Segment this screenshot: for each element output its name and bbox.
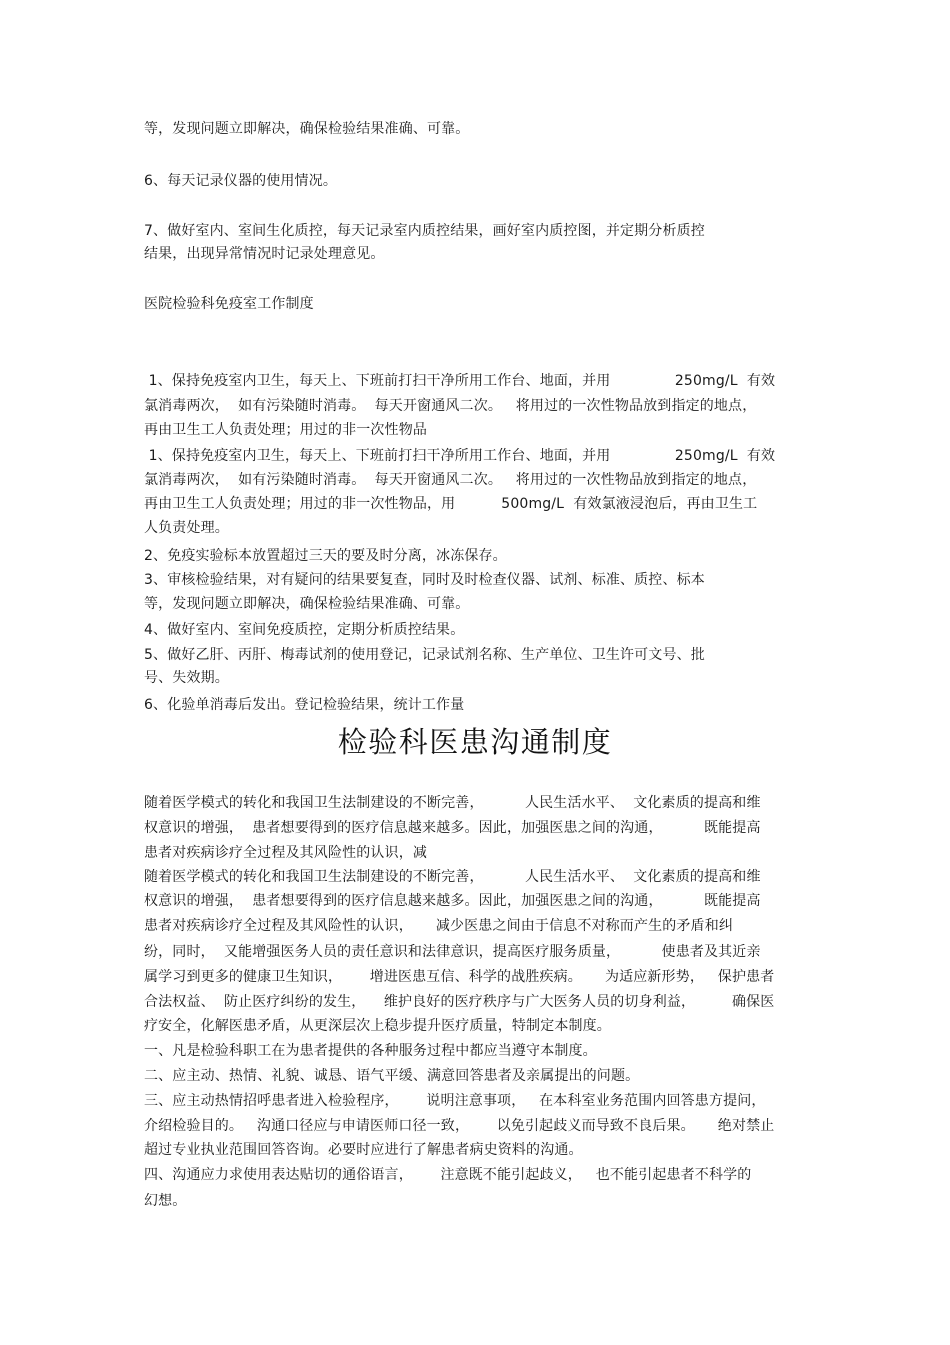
- text-line: 权意识的增强， 患者想要得到的医疗信息越来越多。因此，加强医患之间的沟通， 既能提高: [144, 820, 761, 836]
- text-line: 1、保持免疫室内卫生，每天上、下班前打扫干净所用工作台、地面，并用 250mg/L 有效: [144, 448, 776, 464]
- text-line: 3、审核检验结果，对有疑问的结果要复查，同时及时检查仪器、试剂、标准、质控、标本: [144, 572, 705, 588]
- text-line: 三、应主动热情招呼患者进入检验程序， 说明注意事项， 在本科室业务范围内回答患方提问，: [144, 1093, 766, 1109]
- text-line: 四、沟通应力求使用表达贴切的通俗语言， 注意既不能引起歧义， 也不能引起患者不科学的: [144, 1167, 752, 1183]
- text-line: 氯消毒两次， 如有污染随时消毒。 每天开窗通风二次。 将用过的一次性物品放到指定的地点，: [144, 472, 757, 488]
- text-line: 纷，同时， 又能增强医务人员的责任意识和法律意识，提高医疗服务质量， 使患者及其近亲: [144, 944, 761, 960]
- text-line: 6、每天记录仪器的使用情况。: [144, 173, 338, 189]
- text-line: 氯消毒两次， 如有污染随时消毒。 每天开窗通风二次。 将用过的一次性物品放到指定的地点，: [144, 398, 757, 414]
- text-line: 结果，出现异常情况时记录处理意见。: [144, 246, 385, 262]
- text-line: 2、免疫实验标本放置超过三天的要及时分离，冰冻保存。: [144, 548, 507, 564]
- text-line: 人负责处理。: [144, 520, 229, 536]
- text-line: 等，发现问题立即解决，确保检验结果准确、可靠。: [144, 121, 470, 137]
- text-line: 随着医学模式的转化和我国卫生法制建设的不断完善， 人民生活水平、 文化素质的提高和维: [144, 869, 761, 885]
- text-line: 疗安全，化解医患矛盾，从更深层次上稳步提升医疗质量，特制定本制度。: [144, 1018, 611, 1034]
- text-line: 合法权益、 防止医疗纠纷的发生， 维护良好的医疗秩序与广大医务人员的切身利益， 确保医: [144, 994, 775, 1010]
- text-line: 幻想。: [144, 1193, 187, 1209]
- text-line: 再由卫生工人负责处理；用过的非一次性物品: [144, 422, 427, 438]
- text-line: 二、应主动、热情、礼貌、诚恳、语气平缓、满意回答患者及亲属提出的问题。: [144, 1068, 640, 1084]
- text-line: 权意识的增强， 患者想要得到的医疗信息越来越多。因此，加强医患之间的沟通， 既能提高: [144, 893, 761, 909]
- text-line: 7、做好室内、室间生化质控，每天记录室内质控结果，画好室内质控图，并定期分析质控: [144, 223, 705, 239]
- text-line: 1、保持免疫室内卫生，每天上、下班前打扫干净所用工作台、地面，并用 250mg/L 有效: [144, 373, 776, 389]
- text-line: 随着医学模式的转化和我国卫生法制建设的不断完善， 人民生活水平、 文化素质的提高和维: [144, 795, 761, 811]
- text-line: 4、做好室内、室间免疫质控，定期分析质控结果。: [144, 622, 465, 638]
- text-line: 5、做好乙肝、丙肝、梅毒试剂的使用登记，记录试剂名称、生产单位、卫生许可文号、批: [144, 647, 705, 663]
- text-line: 号、失效期。: [144, 670, 229, 686]
- text-line: 一、凡是检验科职工在为患者提供的各种服务过程中都应当遵守本制度。: [144, 1043, 597, 1059]
- text-line: 介绍检验目的。 沟通口径应与申请医师口径一致， 以免引起歧义而导致不良后果。 绝对禁止: [144, 1118, 775, 1134]
- text-line: 患者对疾病诊疗全过程及其风险性的认识，减: [144, 845, 427, 861]
- text-line: 再由卫生工人负责处理；用过的非一次性物品，用 500mg/L 有效氯液浸泡后，再由卫生工: [144, 496, 758, 512]
- text-line: 属学习到更多的健康卫生知识， 增进医患互信、科学的战胜疾病。 为适应新形势， 保护患者: [144, 969, 775, 985]
- section-heading: 医院检验科免疫室工作制度: [144, 296, 314, 312]
- text-line: 6、化验单消毒后发出。登记检验结果，统计工作量: [144, 697, 465, 713]
- text-line: 患者对疾病诊疗全过程及其风险性的认识， 减少医患之间由于信息不对称而产生的矛盾和纠: [144, 918, 733, 934]
- text-line: 等，发现问题立即解决，确保检验结果准确、可靠。: [144, 596, 470, 612]
- text-line: 超过专业执业范围回答咨询。必要时应进行了解患者病史资料的沟通。: [144, 1142, 583, 1158]
- document-title: 检验科医患沟通制度: [337, 725, 613, 759]
